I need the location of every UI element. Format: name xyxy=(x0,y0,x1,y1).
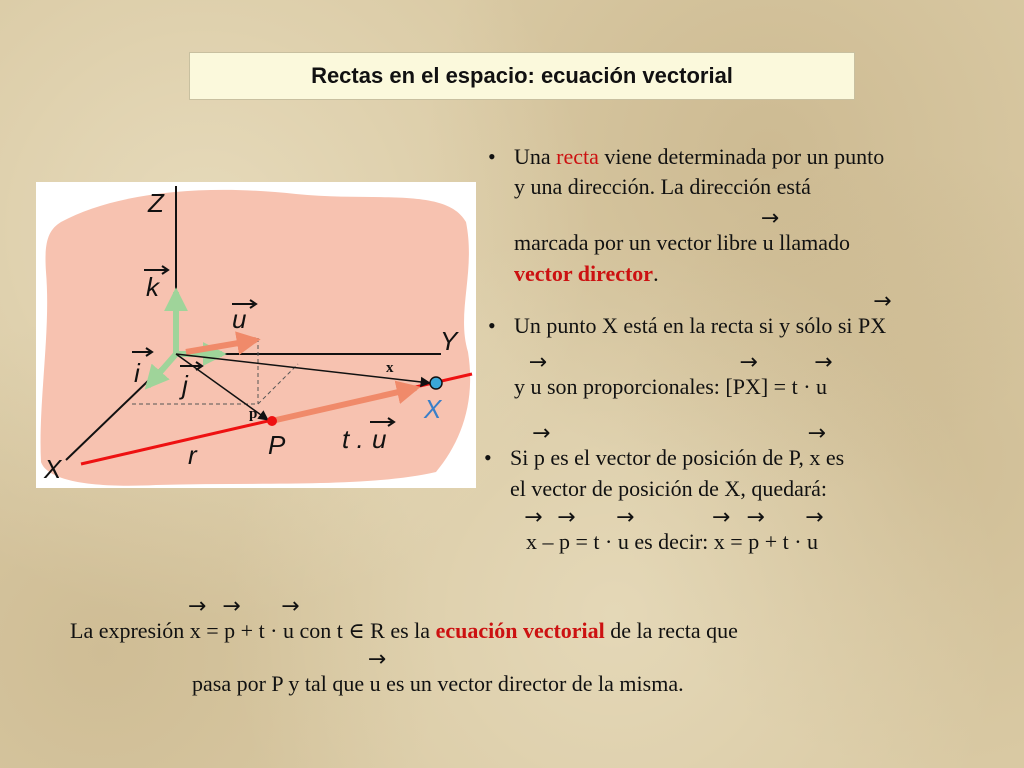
vector-director-term: vector director xyxy=(514,261,654,286)
title-box xyxy=(189,52,855,100)
vec-px: → PX xyxy=(858,312,886,340)
bullet1-line2: y una dirección. La dirección está xyxy=(514,174,811,199)
label-x-axis: X xyxy=(44,454,62,484)
label-z: Z xyxy=(148,188,164,218)
bullet-dot: • xyxy=(488,144,496,169)
vec-u: → u xyxy=(283,617,294,645)
bullet1-line4: vector director. xyxy=(514,261,659,286)
ecuacion-vectorial-term: ecuación vectorial xyxy=(435,618,605,643)
bullet2-line1: • Un punto X está en la recta si y sólo si → PX xyxy=(488,312,886,340)
vec-u: → u xyxy=(807,528,818,556)
label-small-p: p xyxy=(249,406,258,422)
vec-p: → p xyxy=(534,444,545,472)
label-tu-u: u xyxy=(372,424,387,454)
point-x-dot xyxy=(430,377,442,389)
bullet-dot: • xyxy=(488,313,496,338)
vec-x: → x xyxy=(190,617,201,645)
vec-p: → p xyxy=(224,617,235,645)
vec-u: → u xyxy=(816,373,827,401)
label-j: j xyxy=(182,370,188,400)
bullet3-line2: el vector de posición de X, quedará: xyxy=(510,476,828,501)
bullet2-line2: y → u son proporcionales: [→ PX] = t · → u xyxy=(514,373,827,401)
bullet3-line1: • Si → p es el vector de posición de P, → x es xyxy=(484,444,844,472)
vec-x: → x xyxy=(526,528,537,556)
label-i: i xyxy=(134,358,140,388)
label-u: u xyxy=(232,304,247,334)
recta-word: recta xyxy=(556,144,599,169)
vec-p: → p xyxy=(748,528,759,556)
bullet3-equation: → x – → p = t · → u es decir: → x = → p + t · → u xyxy=(526,528,818,556)
label-k: k xyxy=(146,272,159,302)
bullet1-line3: marcada por un vector libre → u llamado xyxy=(514,229,850,257)
vec-u: → u xyxy=(618,528,629,556)
label-point-x: X xyxy=(424,394,442,424)
vec-u: → u xyxy=(370,670,381,698)
point-p-dot xyxy=(267,416,277,426)
label-y: Y xyxy=(440,326,458,356)
label-r: r xyxy=(188,440,197,470)
vec-u: → u xyxy=(763,229,774,257)
vec-x: → x xyxy=(714,528,725,556)
vec-u: → u xyxy=(531,373,542,401)
vec-px: → PX xyxy=(733,373,761,401)
conclusion-line2: pasa por P y tal que → u es un vector director de la misma. xyxy=(192,670,684,698)
vec-x: → x xyxy=(809,444,820,472)
label-p: P xyxy=(268,430,286,460)
page-title: Rectas en el espacio: ecuación vectorial xyxy=(311,63,733,88)
label-tu-t: t . xyxy=(342,424,364,454)
label-small-x: x xyxy=(386,360,394,376)
conclusion-line1: La expresión → x = → p + t · → u con t ∈ R es la ecuación vectorial de la recta que xyxy=(70,617,738,645)
line-diagram xyxy=(36,182,476,488)
vec-p: → p xyxy=(559,528,570,556)
bullet-dot: • xyxy=(484,445,492,470)
bullet1-line1: • Una recta viene determinada por un punto xyxy=(488,144,885,169)
